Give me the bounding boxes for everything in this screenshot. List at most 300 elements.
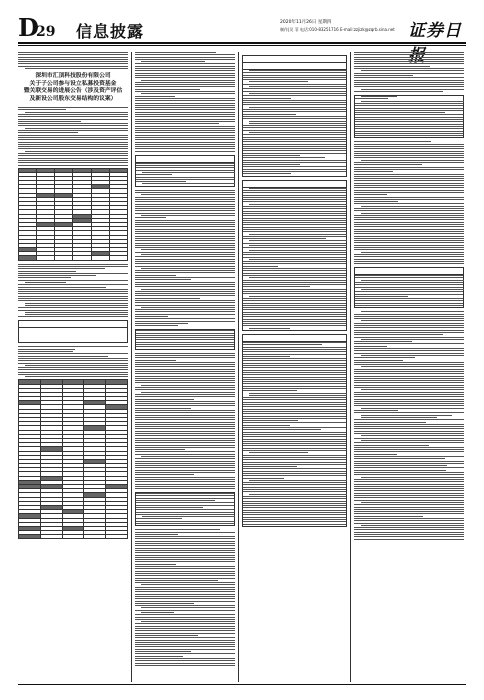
text-line <box>135 68 235 69</box>
text-line <box>243 169 346 170</box>
text-line <box>135 272 235 273</box>
text-line <box>354 167 464 168</box>
text-line <box>354 259 464 260</box>
text-line <box>135 210 235 211</box>
headline-line: 深圳市汇顶科技股份有限公司 <box>35 73 111 80</box>
text-line <box>135 293 235 294</box>
table-box-header <box>136 156 234 163</box>
text-line <box>361 289 464 290</box>
text-line <box>354 316 464 317</box>
text-line <box>18 142 128 143</box>
table-box <box>18 320 128 343</box>
text-line <box>135 309 235 310</box>
text-line <box>243 422 346 423</box>
text-line <box>354 334 443 335</box>
text-line <box>243 347 346 348</box>
newspaper-logo: 证券日 <box>408 21 462 41</box>
text-line <box>361 440 464 441</box>
text-line <box>243 425 290 426</box>
text-line <box>135 610 235 611</box>
masthead <box>18 13 466 42</box>
text-line <box>361 101 464 102</box>
text-line <box>135 109 235 110</box>
text-line <box>354 325 464 326</box>
text-line <box>141 621 235 622</box>
text-line <box>141 307 235 308</box>
text-line <box>354 171 393 172</box>
text-line <box>18 66 128 67</box>
text-line <box>361 417 438 418</box>
text-line <box>243 280 346 281</box>
text-line <box>243 464 346 465</box>
text-line <box>243 399 346 400</box>
text-line <box>243 455 346 456</box>
text-line <box>354 410 398 411</box>
text-line <box>135 116 235 117</box>
text-line <box>243 519 346 520</box>
text-line <box>136 523 234 524</box>
text-line <box>136 174 172 175</box>
text-line <box>243 383 346 384</box>
text-line <box>249 277 347 278</box>
text-line <box>135 488 235 489</box>
text-line <box>243 316 346 317</box>
text-line <box>243 498 346 499</box>
text-line <box>243 501 346 502</box>
table-cell <box>19 535 41 539</box>
text-line <box>135 238 235 239</box>
text-line <box>355 128 463 129</box>
text-line <box>25 312 128 313</box>
text-line <box>243 448 346 449</box>
column-divider <box>350 52 351 682</box>
text-line <box>354 373 464 374</box>
text-line <box>135 396 235 397</box>
text-line <box>243 402 346 403</box>
text-line <box>354 353 464 354</box>
text-line <box>18 289 128 290</box>
text-line <box>243 358 346 359</box>
text-line <box>243 374 346 375</box>
text-line <box>135 548 235 549</box>
text-line <box>243 416 346 417</box>
table-box <box>135 155 235 187</box>
text-line <box>354 219 464 220</box>
text-line <box>354 178 464 179</box>
text-line <box>243 413 346 414</box>
text-line <box>355 275 463 276</box>
text-line <box>18 273 128 274</box>
text-line <box>354 201 398 202</box>
text-line <box>135 353 235 354</box>
text-line <box>18 372 128 373</box>
text-line <box>243 137 346 138</box>
text-line <box>355 114 463 115</box>
text-line <box>141 612 174 613</box>
text-line <box>361 320 464 321</box>
text-line <box>354 157 464 158</box>
text-line <box>243 491 346 492</box>
text-line <box>354 495 464 496</box>
text-line <box>354 426 464 427</box>
text-line <box>135 121 235 122</box>
text-line <box>135 545 235 546</box>
text-line <box>135 233 235 234</box>
text-line <box>135 201 235 202</box>
text-line <box>354 215 464 216</box>
text-line <box>135 135 235 136</box>
text-line <box>354 382 464 383</box>
text-line <box>135 532 235 533</box>
text-line <box>361 160 464 161</box>
text-line <box>135 279 191 280</box>
text-line <box>135 314 235 315</box>
text-line <box>243 208 346 209</box>
text-line <box>135 640 235 641</box>
text-line <box>249 188 347 189</box>
text-line <box>249 328 290 329</box>
text-line <box>243 263 346 264</box>
text-line <box>355 303 463 304</box>
text-line <box>135 286 235 287</box>
text-line <box>135 360 176 361</box>
text-line <box>243 298 346 299</box>
text-line <box>18 153 128 154</box>
text-line <box>243 314 346 315</box>
text-line <box>354 458 445 459</box>
text-line <box>141 254 235 255</box>
text-line <box>243 218 346 219</box>
text-line <box>135 465 235 466</box>
text-line <box>361 311 464 312</box>
text-line <box>135 552 235 553</box>
text-line <box>18 353 128 354</box>
text-line <box>243 432 346 433</box>
table-cell <box>62 535 84 539</box>
text-line <box>249 240 347 241</box>
text-line <box>135 213 235 214</box>
text-line <box>135 229 235 230</box>
table-box <box>135 492 235 526</box>
table-cell <box>19 256 37 260</box>
text-line <box>135 311 235 312</box>
text-line <box>361 389 464 390</box>
text-line <box>135 325 178 326</box>
text-line <box>243 195 346 196</box>
text-line <box>354 54 464 55</box>
text-line <box>18 158 128 159</box>
text-line <box>354 197 464 198</box>
text-line <box>243 406 346 407</box>
text-line <box>142 183 235 184</box>
text-line <box>243 111 346 112</box>
text-line <box>243 404 346 405</box>
text-line <box>243 291 346 292</box>
text-line <box>354 61 464 62</box>
text-line <box>243 79 346 80</box>
text-line <box>243 379 346 380</box>
text-line <box>135 463 235 464</box>
text-line <box>135 575 235 576</box>
text-line <box>135 644 235 645</box>
table-row <box>19 256 128 260</box>
text-line <box>243 130 346 131</box>
text-line <box>18 61 128 62</box>
text-line <box>243 252 346 253</box>
text-line <box>354 332 464 333</box>
text-line <box>135 362 235 363</box>
text-line <box>136 498 234 499</box>
text-line <box>243 471 346 472</box>
text-line <box>135 103 235 104</box>
text-line <box>18 139 128 140</box>
text-line <box>361 213 464 214</box>
text-line <box>135 139 235 140</box>
text-line <box>354 529 464 530</box>
text-line <box>243 434 346 435</box>
text-line <box>18 284 128 285</box>
text-line <box>135 529 220 530</box>
text-line <box>25 314 128 315</box>
text-line <box>135 663 235 664</box>
text-line <box>136 505 234 506</box>
text-line <box>135 86 235 87</box>
text-line <box>135 107 235 108</box>
text-line <box>354 449 464 450</box>
text-line <box>18 298 128 299</box>
text-line <box>243 284 346 285</box>
text-line <box>243 162 346 163</box>
text-line <box>355 121 463 122</box>
column-1-top-text <box>18 52 128 69</box>
text-line <box>243 381 346 382</box>
text-line <box>135 208 235 209</box>
text-line <box>243 487 346 488</box>
text-line <box>136 170 234 171</box>
headline-line: 及新设公司股东交易结构的议案） <box>29 95 117 102</box>
text-line <box>135 226 235 227</box>
table-cell <box>40 535 62 539</box>
text-line <box>18 293 128 294</box>
text-line <box>18 155 128 156</box>
text-line <box>141 456 235 457</box>
text-line <box>354 532 464 533</box>
text-line <box>354 82 464 83</box>
text-line <box>355 296 408 297</box>
text-line <box>354 263 464 264</box>
text-line <box>142 516 235 517</box>
text-line <box>354 431 464 432</box>
text-line <box>243 134 346 135</box>
text-line <box>135 479 235 480</box>
text-line <box>361 70 464 71</box>
text-line <box>354 490 464 491</box>
text-line <box>354 428 464 429</box>
text-line <box>18 119 128 120</box>
text-line <box>354 474 464 475</box>
text-line <box>136 514 234 515</box>
text-line <box>18 132 78 133</box>
text-line <box>354 513 464 514</box>
text-line <box>243 418 346 419</box>
text-line <box>354 174 464 175</box>
text-line <box>136 518 182 519</box>
text-line <box>243 155 300 156</box>
text-line <box>135 245 235 246</box>
text-line <box>135 541 235 542</box>
text-line <box>361 525 464 526</box>
text-line <box>135 57 235 58</box>
text-line <box>135 623 235 624</box>
text-line <box>354 337 464 338</box>
text-line <box>135 417 235 418</box>
text-line <box>243 356 290 357</box>
text-line <box>18 137 128 138</box>
text-line <box>135 298 200 299</box>
text-line <box>135 440 235 441</box>
text-line <box>25 151 128 152</box>
text-line <box>354 456 464 457</box>
text-line <box>135 206 235 207</box>
text-line <box>243 325 346 326</box>
text-line <box>354 470 446 471</box>
text-line <box>135 302 235 303</box>
text-line <box>354 52 464 53</box>
text-line <box>243 514 346 515</box>
text-line <box>361 502 464 503</box>
text-line <box>243 344 322 345</box>
text-line <box>355 298 463 299</box>
text-line <box>243 127 346 128</box>
text-line <box>243 243 346 244</box>
text-line <box>135 419 235 420</box>
text-line <box>354 387 464 388</box>
text-line <box>135 445 235 446</box>
text-line <box>136 177 234 178</box>
text-line <box>135 75 235 76</box>
text-line <box>135 252 235 253</box>
text-line <box>243 266 278 267</box>
table-box-header <box>243 181 346 188</box>
text-line <box>249 81 308 82</box>
text-line <box>135 222 235 223</box>
text-line <box>243 77 346 78</box>
text-line <box>355 119 463 120</box>
text-line <box>354 461 464 462</box>
text-line <box>354 254 464 255</box>
text-line <box>243 409 346 410</box>
text-line <box>135 266 235 267</box>
text-line <box>243 289 346 290</box>
text-line <box>354 405 464 406</box>
text-line <box>135 291 235 292</box>
text-line <box>135 442 235 443</box>
text-line <box>18 107 128 108</box>
text-line <box>135 371 235 372</box>
text-line <box>249 395 347 396</box>
table-row <box>19 535 128 539</box>
text-line <box>135 403 235 404</box>
text-line <box>135 596 235 597</box>
text-line <box>135 433 235 434</box>
text-line <box>18 356 108 357</box>
text-line <box>18 296 128 297</box>
text-line <box>18 349 75 350</box>
text-line <box>135 422 235 423</box>
text-line <box>135 555 235 556</box>
text-line <box>354 451 464 452</box>
text-line <box>135 146 235 147</box>
text-line <box>135 112 235 113</box>
text-line <box>354 226 464 227</box>
text-line <box>135 642 235 643</box>
text-line <box>354 249 464 250</box>
text-line <box>354 187 464 188</box>
text-line <box>135 486 235 487</box>
text-line <box>141 607 235 608</box>
text-line <box>135 366 235 367</box>
text-line <box>249 93 347 94</box>
text-line <box>354 507 464 508</box>
text-line <box>135 256 235 257</box>
text-line <box>135 63 235 64</box>
text-line <box>243 102 346 103</box>
text-line <box>135 646 235 647</box>
text-line <box>135 614 235 615</box>
text-line <box>135 77 235 78</box>
page-letter: D <box>18 13 39 42</box>
text-line <box>249 132 347 133</box>
column-2 <box>135 52 235 682</box>
text-line <box>354 318 464 319</box>
text-line <box>355 133 463 134</box>
text-line <box>135 91 235 92</box>
text-line <box>249 245 347 246</box>
text-line <box>243 386 346 387</box>
text-line <box>135 217 166 218</box>
text-line <box>135 54 235 55</box>
text-line <box>135 415 235 416</box>
headline-line: 暨关联交易的进展公告（涉及资产评估 <box>23 88 123 95</box>
text-line <box>135 630 235 631</box>
text-line <box>243 118 346 119</box>
text-line <box>243 342 346 343</box>
text-line <box>243 427 346 428</box>
text-line <box>135 470 235 471</box>
text-line <box>135 132 235 133</box>
text-line <box>354 488 464 489</box>
text-line <box>354 343 464 344</box>
column-3 <box>242 52 347 682</box>
text-line <box>18 310 128 311</box>
text-line <box>243 367 346 368</box>
text-line <box>249 234 347 235</box>
text-line <box>25 112 128 113</box>
text-line <box>354 433 464 434</box>
text-line <box>355 112 445 113</box>
text-line <box>354 245 464 246</box>
text-line <box>243 254 346 255</box>
text-line <box>354 399 464 400</box>
text-line <box>135 316 168 317</box>
text-line <box>354 539 464 540</box>
text-line <box>355 108 463 109</box>
text-line <box>135 355 235 356</box>
text-line <box>243 349 346 350</box>
text-line <box>135 598 235 599</box>
text-line <box>354 447 464 448</box>
text-line <box>354 378 464 379</box>
